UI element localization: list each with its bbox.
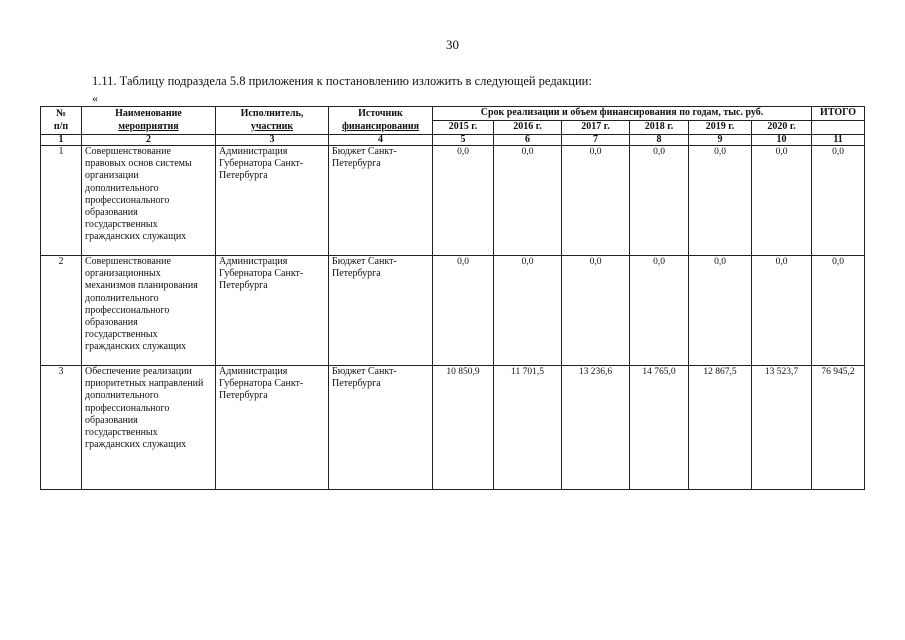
year-value: 0,0 (562, 256, 630, 366)
year-value: 14 765,0 (630, 366, 689, 490)
header-year: 2017 г. (562, 121, 630, 135)
column-number: 3 (216, 135, 329, 146)
column-number: 10 (752, 135, 812, 146)
funding-source: Бюджет Санкт-Петербурга (329, 366, 433, 490)
column-number: 11 (812, 135, 865, 146)
column-number: 5 (433, 135, 494, 146)
row-number: 2 (41, 256, 82, 366)
table-row (41, 366, 865, 490)
header-year: 2019 г. (689, 121, 752, 135)
opening-quote-mark: « (92, 91, 98, 105)
activity-name: Совершенствование организационных механизмов планирования дополнительного профессионального образования государственных гражданских служащих (82, 256, 216, 366)
executor: Администрация Губернатора Санкт-Петербурга (216, 146, 329, 256)
header-number: № п/п (41, 107, 82, 135)
table-row (41, 146, 865, 256)
year-value: 10 850,9 (433, 366, 494, 490)
year-value: 0,0 (752, 256, 812, 366)
row-total: 0,0 (812, 146, 865, 256)
year-value: 0,0 (630, 256, 689, 366)
header-total: ИТОГО (812, 107, 865, 121)
year-value: 13 236,6 (562, 366, 630, 490)
year-value: 0,0 (689, 256, 752, 366)
header-activity-name: Наименование мероприятия (82, 107, 216, 135)
row-total: 0,0 (812, 256, 865, 366)
year-value: 0,0 (689, 146, 752, 256)
column-number: 2 (82, 135, 216, 146)
executor: Администрация Губернатора Санкт-Петербурга (216, 366, 329, 490)
row-number: 3 (41, 366, 82, 490)
year-value: 0,0 (562, 146, 630, 256)
year-value: 0,0 (433, 256, 494, 366)
activity-name: Совершенствование правовых основ системы организации дополнительного профессионального образования государственных гражданских служащих (82, 146, 216, 256)
executor: Администрация Губернатора Санкт-Петербурга (216, 256, 329, 366)
row-number: 1 (41, 146, 82, 256)
page-number: 30 (446, 37, 459, 52)
table-row (41, 256, 865, 366)
year-value: 0,0 (433, 146, 494, 256)
funding-source: Бюджет Санкт-Петербурга (329, 146, 433, 256)
header-total-blank (812, 121, 865, 135)
header-executor: Исполнитель, участник (216, 107, 329, 135)
funding-source: Бюджет Санкт-Петербурга (329, 256, 433, 366)
year-value: 0,0 (630, 146, 689, 256)
year-value: 11 701,5 (494, 366, 562, 490)
year-value: 0,0 (494, 256, 562, 366)
column-number: 8 (630, 135, 689, 146)
year-value: 13 523,7 (752, 366, 812, 490)
header-year: 2015 г. (433, 121, 494, 135)
header-year: 2016 г. (494, 121, 562, 135)
column-number: 7 (562, 135, 630, 146)
header-year: 2020 г. (752, 121, 812, 135)
column-number: 6 (494, 135, 562, 146)
funding-table (40, 106, 865, 490)
header-year: 2018 г. (630, 121, 689, 135)
header-funding-source: Источник финансирования (329, 107, 433, 135)
year-value: 0,0 (752, 146, 812, 256)
column-number: 9 (689, 135, 752, 146)
header-period: Срок реализации и объем финансирования по годам, тыс. руб. (433, 107, 812, 121)
activity-name: Обеспечение реализации приоритетных направлений дополнительного профессионального образования государственных гражданских служащих (82, 366, 216, 490)
year-value: 12 867,5 (689, 366, 752, 490)
column-number: 4 (329, 135, 433, 146)
row-total: 76 945,2 (812, 366, 865, 490)
year-value: 0,0 (494, 146, 562, 256)
intro-paragraph: 1.11. Таблицу подраздела 5.8 приложения к постановлению изложить в следующей редакции: (92, 74, 592, 88)
column-number: 1 (41, 135, 82, 146)
